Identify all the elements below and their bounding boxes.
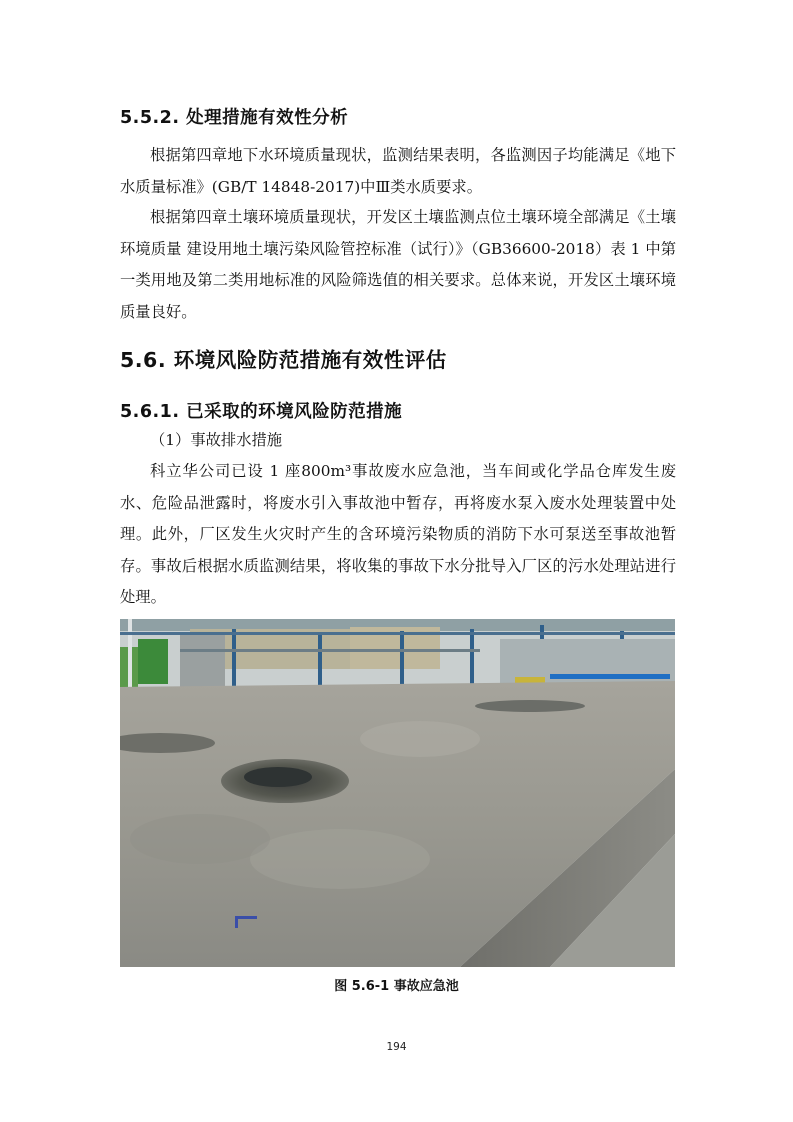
paragraph-groundwater: 根据第四章地下水环境质量现状，监测结果表明，各监测因子均能满足《地下水质量标准》(GB/T 14848-2017)中Ⅲ类水质要求。 — [120, 146, 676, 196]
page-number: 194 — [386, 1041, 407, 1053]
figure-caption: 图 5.6-1 事故应急池 — [334, 979, 459, 994]
section-heading-5-6-1: 5.6.1. 已采取的环境风险防范措施 — [120, 402, 403, 422]
section-heading-5-6: 5.6. 环境风险防范措施有效性评估 — [120, 348, 447, 372]
list-item-drainage-measures: （1）事故排水措施 — [150, 431, 283, 449]
paragraph-soil: 根据第四章土壤环境质量现状，开发区土壤监测点位土壤环境全部满足《土壤环境质量 建设用地土壤污染风险管控标准（试行）》（GB36600-2018）表 1 中第一类用地及第二类用地标准的风险筛选值的相关要求。总体来说，开发区土壤环境质量良好。 — [120, 208, 676, 321]
paragraph-drainage: 科立华公司已设 1 座800m³事故废水应急池，当车间或化学品仓库发生废水、危险品泄露时，将废水引入事故池中暂存，再将废水泵入废水处理装置中处理。此外，厂区发生火灾时产生的含环境污染物质的消防下水可泵送至事故池暂存。事故后根据水质监测结果，将收集的事故下水分批导入厂区的污水处理站进行处理。 — [120, 462, 676, 606]
emergency-pool-photo — [120, 619, 675, 967]
section-heading-5-5-2: 5.5.2. 处理措施有效性分析 — [120, 108, 349, 128]
